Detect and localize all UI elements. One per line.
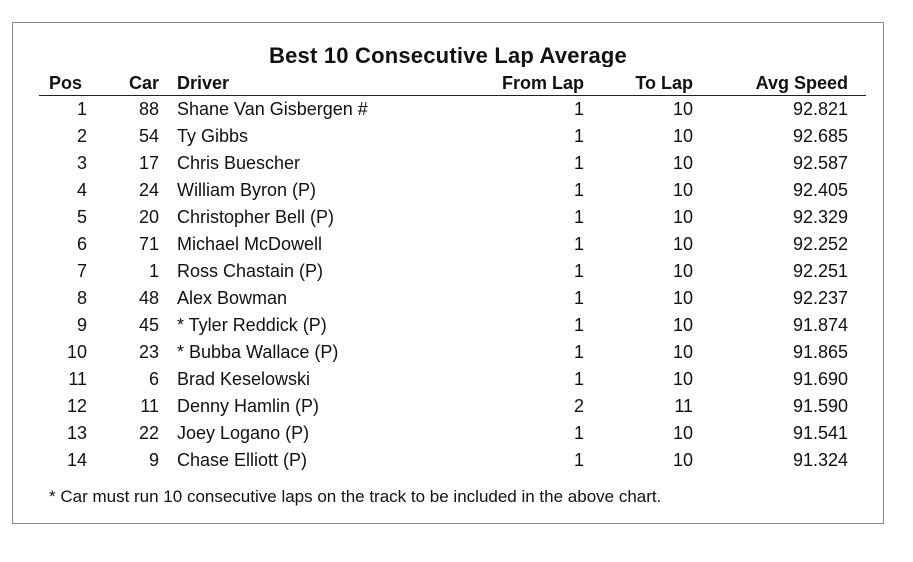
cell-pos: 8	[76, 288, 87, 308]
cell-from-lap: 1	[573, 153, 584, 173]
cell-avg-speed: 92.821	[792, 99, 848, 119]
cell-car: 71	[138, 234, 159, 254]
cell-to-lap: 10	[672, 207, 693, 227]
cell-from-lap: 1	[573, 423, 584, 443]
column-header-from-lap: From Lap	[501, 73, 584, 93]
cell-driver: Chase Elliott (P)	[177, 450, 308, 470]
table-row	[13, 150, 883, 177]
cell-from-lap: 1	[573, 126, 584, 146]
cell-avg-speed: 92.252	[792, 234, 848, 254]
table-row	[13, 204, 883, 231]
cell-avg-speed: 92.587	[792, 153, 848, 173]
cell-avg-speed: 91.874	[792, 315, 848, 335]
cell-driver: Ross Chastain (P)	[177, 261, 324, 281]
cell-driver: Brad Keselowski	[177, 369, 311, 389]
table-row	[13, 123, 883, 150]
cell-to-lap: 10	[672, 423, 693, 443]
cell-driver: William Byron (P)	[177, 180, 317, 200]
cell-car: 88	[138, 99, 159, 119]
cell-driver: Chris Buescher	[177, 153, 301, 173]
cell-from-lap: 1	[573, 288, 584, 308]
table-row	[13, 285, 883, 312]
table-body	[13, 96, 883, 474]
cell-pos: 10	[66, 342, 87, 362]
cell-pos: 5	[76, 207, 87, 227]
cell-avg-speed: 91.690	[792, 369, 848, 389]
cell-driver: Christopher Bell (P)	[177, 207, 335, 227]
table-row	[13, 312, 883, 339]
cell-from-lap: 2	[573, 396, 584, 416]
cell-from-lap: 1	[573, 180, 584, 200]
cell-driver: Denny Hamlin (P)	[177, 396, 320, 416]
cell-avg-speed: 92.329	[792, 207, 848, 227]
cell-driver: Shane Van Gisbergen #	[177, 99, 368, 119]
column-header-pos: Pos	[49, 73, 83, 93]
cell-avg-speed: 92.685	[792, 126, 848, 146]
cell-car: 23	[138, 342, 159, 362]
cell-avg-speed: 91.590	[792, 396, 848, 416]
cell-driver: * Bubba Wallace (P)	[177, 342, 339, 362]
cell-car: 9	[148, 450, 159, 470]
table-row	[13, 231, 883, 258]
footnote: * Car must run 10 consecutive laps on the track to be included in the above chart.	[49, 487, 662, 506]
cell-avg-speed: 92.237	[792, 288, 848, 308]
cell-to-lap: 11	[674, 396, 693, 416]
cell-car: 45	[138, 315, 159, 335]
cell-car: 17	[138, 153, 159, 173]
cell-driver: Michael McDowell	[177, 234, 323, 254]
cell-to-lap: 10	[672, 234, 693, 254]
cell-from-lap: 1	[573, 261, 584, 281]
cell-from-lap: 1	[573, 234, 584, 254]
table-row	[13, 96, 883, 123]
table-title: Best 10 Consecutive Lap Average	[269, 43, 627, 67]
cell-to-lap: 10	[672, 180, 693, 200]
column-header-to-lap: To Lap	[635, 73, 693, 93]
cell-pos: 6	[76, 234, 87, 254]
cell-pos: 9	[76, 315, 87, 335]
cell-avg-speed: 91.865	[792, 342, 848, 362]
cell-pos: 11	[68, 369, 87, 389]
cell-car: 20	[138, 207, 159, 227]
cell-car: 11	[140, 396, 159, 416]
column-header-driver: Driver	[177, 73, 230, 93]
cell-pos: 12	[66, 396, 87, 416]
cell-from-lap: 1	[573, 207, 584, 227]
table-row	[13, 447, 883, 474]
cell-car: 54	[138, 126, 159, 146]
cell-pos: 3	[76, 153, 87, 173]
cell-from-lap: 1	[573, 342, 584, 362]
cell-car: 22	[138, 423, 159, 443]
cell-pos: 13	[66, 423, 87, 443]
cell-pos: 1	[76, 99, 87, 119]
cell-pos: 14	[66, 450, 87, 470]
table-row	[13, 393, 883, 420]
column-header-car: Car	[128, 73, 159, 93]
cell-from-lap: 1	[573, 450, 584, 470]
table-row	[13, 366, 883, 393]
cell-car: 24	[138, 180, 159, 200]
cell-avg-speed: 92.251	[792, 261, 848, 281]
cell-to-lap: 10	[672, 153, 693, 173]
results-table-panel	[12, 22, 884, 524]
cell-avg-speed: 91.541	[792, 423, 848, 443]
cell-car: 6	[148, 369, 159, 389]
cell-pos: 2	[76, 126, 87, 146]
column-header-avg-speed: Avg Speed	[755, 73, 848, 93]
cell-to-lap: 10	[672, 369, 693, 389]
cell-driver: Ty Gibbs	[177, 126, 249, 146]
table-row	[13, 420, 883, 447]
table-row	[13, 258, 883, 285]
cell-from-lap: 1	[573, 369, 584, 389]
cell-from-lap: 1	[573, 99, 584, 119]
cell-driver: Alex Bowman	[177, 288, 288, 308]
cell-driver: * Tyler Reddick (P)	[177, 315, 327, 335]
cell-avg-speed: 92.405	[792, 180, 848, 200]
table-row	[13, 177, 883, 204]
cell-to-lap: 10	[672, 126, 693, 146]
cell-driver: Joey Logano (P)	[177, 423, 310, 443]
cell-pos: 4	[76, 180, 87, 200]
cell-avg-speed: 91.324	[792, 450, 848, 470]
table-row	[13, 339, 883, 366]
cell-to-lap: 10	[672, 342, 693, 362]
cell-to-lap: 10	[672, 99, 693, 119]
cell-car: 48	[138, 288, 159, 308]
cell-to-lap: 10	[672, 288, 693, 308]
cell-to-lap: 10	[672, 450, 693, 470]
cell-from-lap: 1	[573, 315, 584, 335]
cell-car: 1	[148, 261, 159, 281]
cell-pos: 7	[76, 261, 87, 281]
cell-to-lap: 10	[672, 261, 693, 281]
cell-to-lap: 10	[672, 315, 693, 335]
